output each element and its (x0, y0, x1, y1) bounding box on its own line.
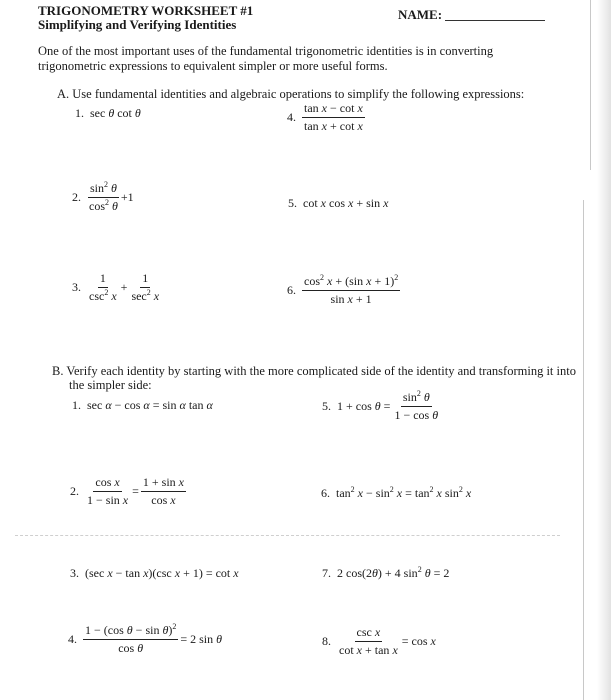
problem-number: 3. (72, 280, 81, 294)
problem-expression: sec α − cos α = sin α tan α (87, 398, 213, 412)
page-edge-shadow (597, 0, 611, 700)
fraction (302, 102, 365, 133)
problem-number: 1. (72, 398, 81, 412)
section-a-heading: A. Use fundamental identities and algebraic operations to simplify the following expressions: (57, 87, 525, 101)
denominator: 1 − sin x (87, 493, 129, 507)
rhs: = 2 sin θ (180, 632, 223, 646)
plus-one: +1 (120, 190, 134, 204)
problem-b1 (72, 398, 213, 413)
problem-number: 3. (70, 566, 79, 580)
worksheet-title: TRIGONOMETRY WORKSHEET #1 (38, 3, 254, 18)
problem-a5 (288, 196, 388, 211)
problem-b4 (68, 624, 222, 655)
numerator: cos x (93, 476, 121, 492)
name-label: NAME: (398, 7, 443, 22)
problem-a4 (287, 102, 365, 133)
rhs: = cos x (401, 634, 436, 648)
denominator: cot x + tan x (339, 643, 398, 657)
numerator: 1 − (cos θ − sin θ)$^2$ (83, 624, 178, 640)
intro-paragraph: One of the most important uses of the fundamental trigonometric identities is in converting trigonometric expressions to equivalent simpler or more useful forms. (38, 44, 494, 73)
fraction (302, 275, 400, 306)
denominator: 1 − cos θ (394, 408, 439, 422)
lhs: 1 + cos θ = (337, 399, 391, 413)
problem-number: 8. (322, 634, 331, 648)
plus-sign: + (120, 280, 128, 294)
worksheet-subtitle: Simplifying and Verifying Identities (38, 17, 237, 32)
numerator: 1 (98, 272, 108, 288)
problem-b5 (322, 391, 440, 422)
fraction (87, 272, 119, 303)
denominator: tan x + cot x (304, 119, 363, 133)
denominator: cos x (151, 493, 176, 507)
problem-b7 (322, 566, 449, 581)
fraction (83, 624, 178, 655)
fraction (129, 272, 161, 303)
section-b-heading: B. Verify each identity by starting with the more complicated side of the identity and transforming it into the simpler side: (52, 364, 576, 392)
problem-number: 1. (75, 106, 84, 120)
fold-crease (583, 200, 584, 700)
problem-expression: $\tan^2 x - \sin^2 x = \tan^2 x$ $\sin^2 x$ (336, 485, 472, 500)
problem-a6 (287, 275, 400, 306)
fraction (87, 182, 120, 213)
problem-number: 4. (287, 110, 296, 124)
problem-number: 6. (321, 486, 330, 500)
numerator: 1 + sin x (141, 476, 186, 492)
problem-a3 (72, 272, 161, 303)
problem-expression: 2 cos(2θ) + 4 $\sin^2 \theta = 2$ (337, 565, 450, 580)
problem-expression: cot x cos x + sin x (303, 196, 389, 210)
numerator: $\sin^2 \theta$ (401, 391, 432, 407)
problem-b3 (70, 566, 239, 581)
denominator: cos θ (118, 641, 144, 655)
scan-artifact-line (15, 535, 560, 536)
problem-expression: sec θ cot θ (90, 106, 141, 120)
problem-number: 5. (288, 196, 297, 210)
fraction (85, 476, 130, 507)
problem-b6 (321, 486, 471, 501)
fraction (141, 476, 186, 507)
numerator: $\sin^2 \theta$ (88, 182, 119, 198)
numerator: tan x − cot x (302, 102, 365, 118)
denominator: sin x + 1 (330, 292, 372, 306)
problem-a1 (75, 106, 141, 121)
problem-number: 5. (322, 399, 331, 413)
problem-number: 2. (72, 190, 81, 204)
problem-number: 4. (68, 632, 77, 646)
fraction (392, 391, 440, 422)
fraction (337, 626, 400, 657)
denominator: $\cos^2 \theta$ (89, 198, 118, 213)
numerator: 1 (140, 272, 150, 288)
problem-number: 7. (322, 566, 331, 580)
numerator: csc x (355, 626, 383, 642)
denominator: $\sec^2 x$ (131, 288, 160, 303)
problem-number: 2. (70, 484, 79, 498)
problem-number: 6. (287, 283, 296, 297)
equals-sign: = (132, 484, 139, 498)
name-field[interactable] (445, 20, 545, 21)
problem-a2 (72, 182, 134, 213)
problem-expression: (sec x − tan x)(csc x + 1) = cot x (85, 566, 239, 580)
problem-b8 (322, 626, 436, 657)
fold-crease (590, 0, 591, 170)
denominator: $\csc^2 x$ (89, 288, 117, 303)
problem-b2 (70, 476, 186, 507)
numerator: $\cos^2 x + (\sin$ x + 1)$^2$ (302, 275, 400, 291)
